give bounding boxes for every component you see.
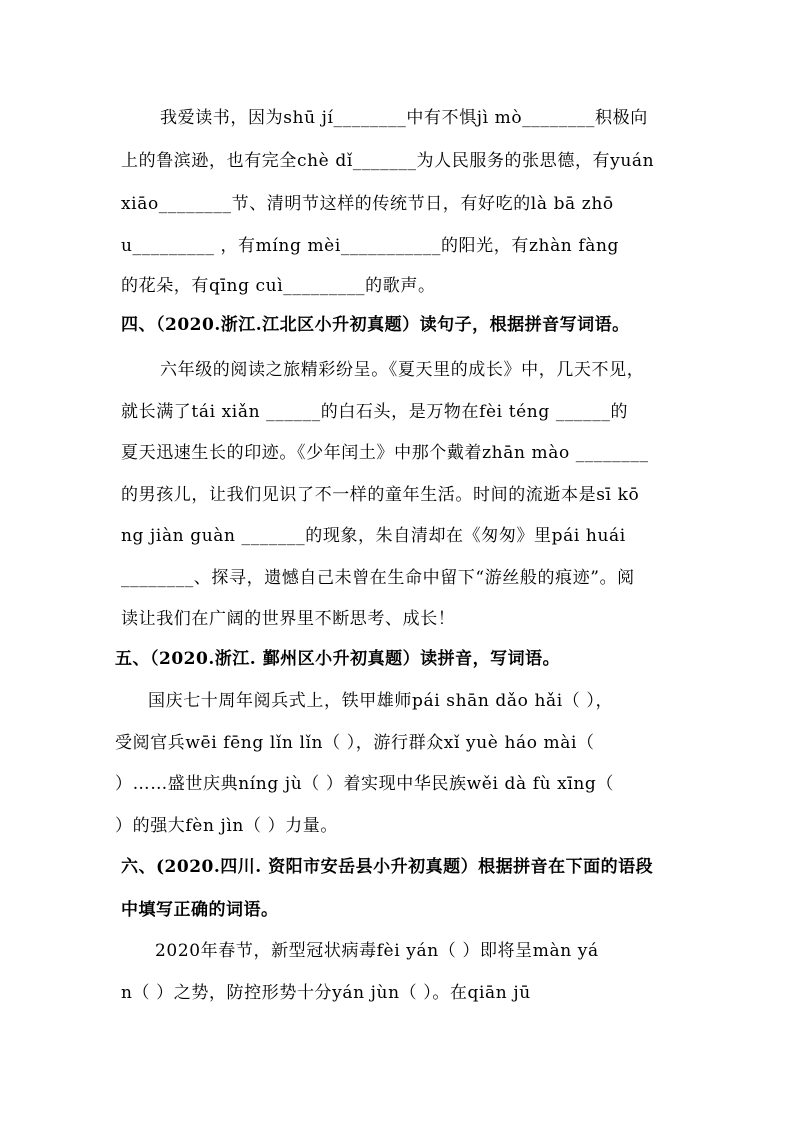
q5-line-4: ）的强大fèn jìn（ ）力量。: [115, 816, 338, 836]
q3-line-3: xiāo________节、清明节这样的传统节日，有好吃的là bā zhō: [121, 194, 614, 214]
q4-line-3: 夏天迅速生长的印迹。《少年闰土》中那个戴着zhān mào ________: [121, 443, 649, 463]
q3-line-4: u_________ ，有míng mèi___________的阳光，有zhàn fàng: [121, 236, 620, 256]
q6-heading-line-2: 中填写正确的词语。: [121, 900, 279, 920]
q3-line-5: 的花朵，有qīng cuì_________的歌声。: [121, 276, 436, 296]
q4-line-7: 读让我们在广阔的世界里不断思考、成长！: [121, 609, 456, 629]
q5-line-1: 国庆七十周年阅兵式上，铁甲雄师pái shān dǎo hǎi（ ），: [148, 691, 614, 711]
q4-line-4: 的男孩儿，让我们见识了不一样的童年生活。时间的流逝本是sī kō: [121, 485, 640, 505]
q4-line-1: 六年级的阅读之旅精彩纷呈。《夏天里的成长》中，几天不见，: [160, 360, 645, 380]
q3-line-2: 上的鲁滨逊，也有完全chè dǐ_______为人民服务的张思德，有yuán: [121, 151, 655, 171]
q5-heading: 五、（2020.浙江. 鄞州区小升初真题）读拼音，写词语。: [115, 649, 561, 669]
q5-line-3: ）……盛世庆典níng jù（ ）着实现中华民族wěi dà fù xīng（: [115, 774, 615, 794]
q6-heading-line-1: 六、(2020.四川. 资阳市安岳县小升初真题）根据拼音在下面的语段: [121, 857, 654, 877]
q6-line-2: n（ ）之势，防控形势十分yán jùn（ ）。在qiān jū: [121, 983, 531, 1003]
q4-heading: 四、（2020.浙江.江北区小升初真题）读句子，根据拼音写词语。: [121, 315, 630, 335]
q4-line-2: 就长满了tái xiǎn ______的白石头，是万物在fèi téng ______的: [121, 402, 629, 422]
q4-line-5: ng jiàn guàn _______的现象，朱自清却在《匆匆》里pái huái: [121, 526, 626, 546]
q6-line-1: 2020年春节，新型冠状病毒fèi yán（ ）即将呈màn yá: [155, 941, 599, 961]
q4-line-6: ________、探寻，遗憾自己未曾在生命中留下“游丝般的痕迹”。阅: [121, 568, 635, 588]
q5-line-2: 受阅官兵wēi fēng lǐn lǐn（ ），游行群众xǐ yuè háo mài（: [115, 733, 595, 753]
q3-line-1: 我爱读书，因为shū jí________中有不惧jì mò________积极向: [160, 108, 648, 128]
